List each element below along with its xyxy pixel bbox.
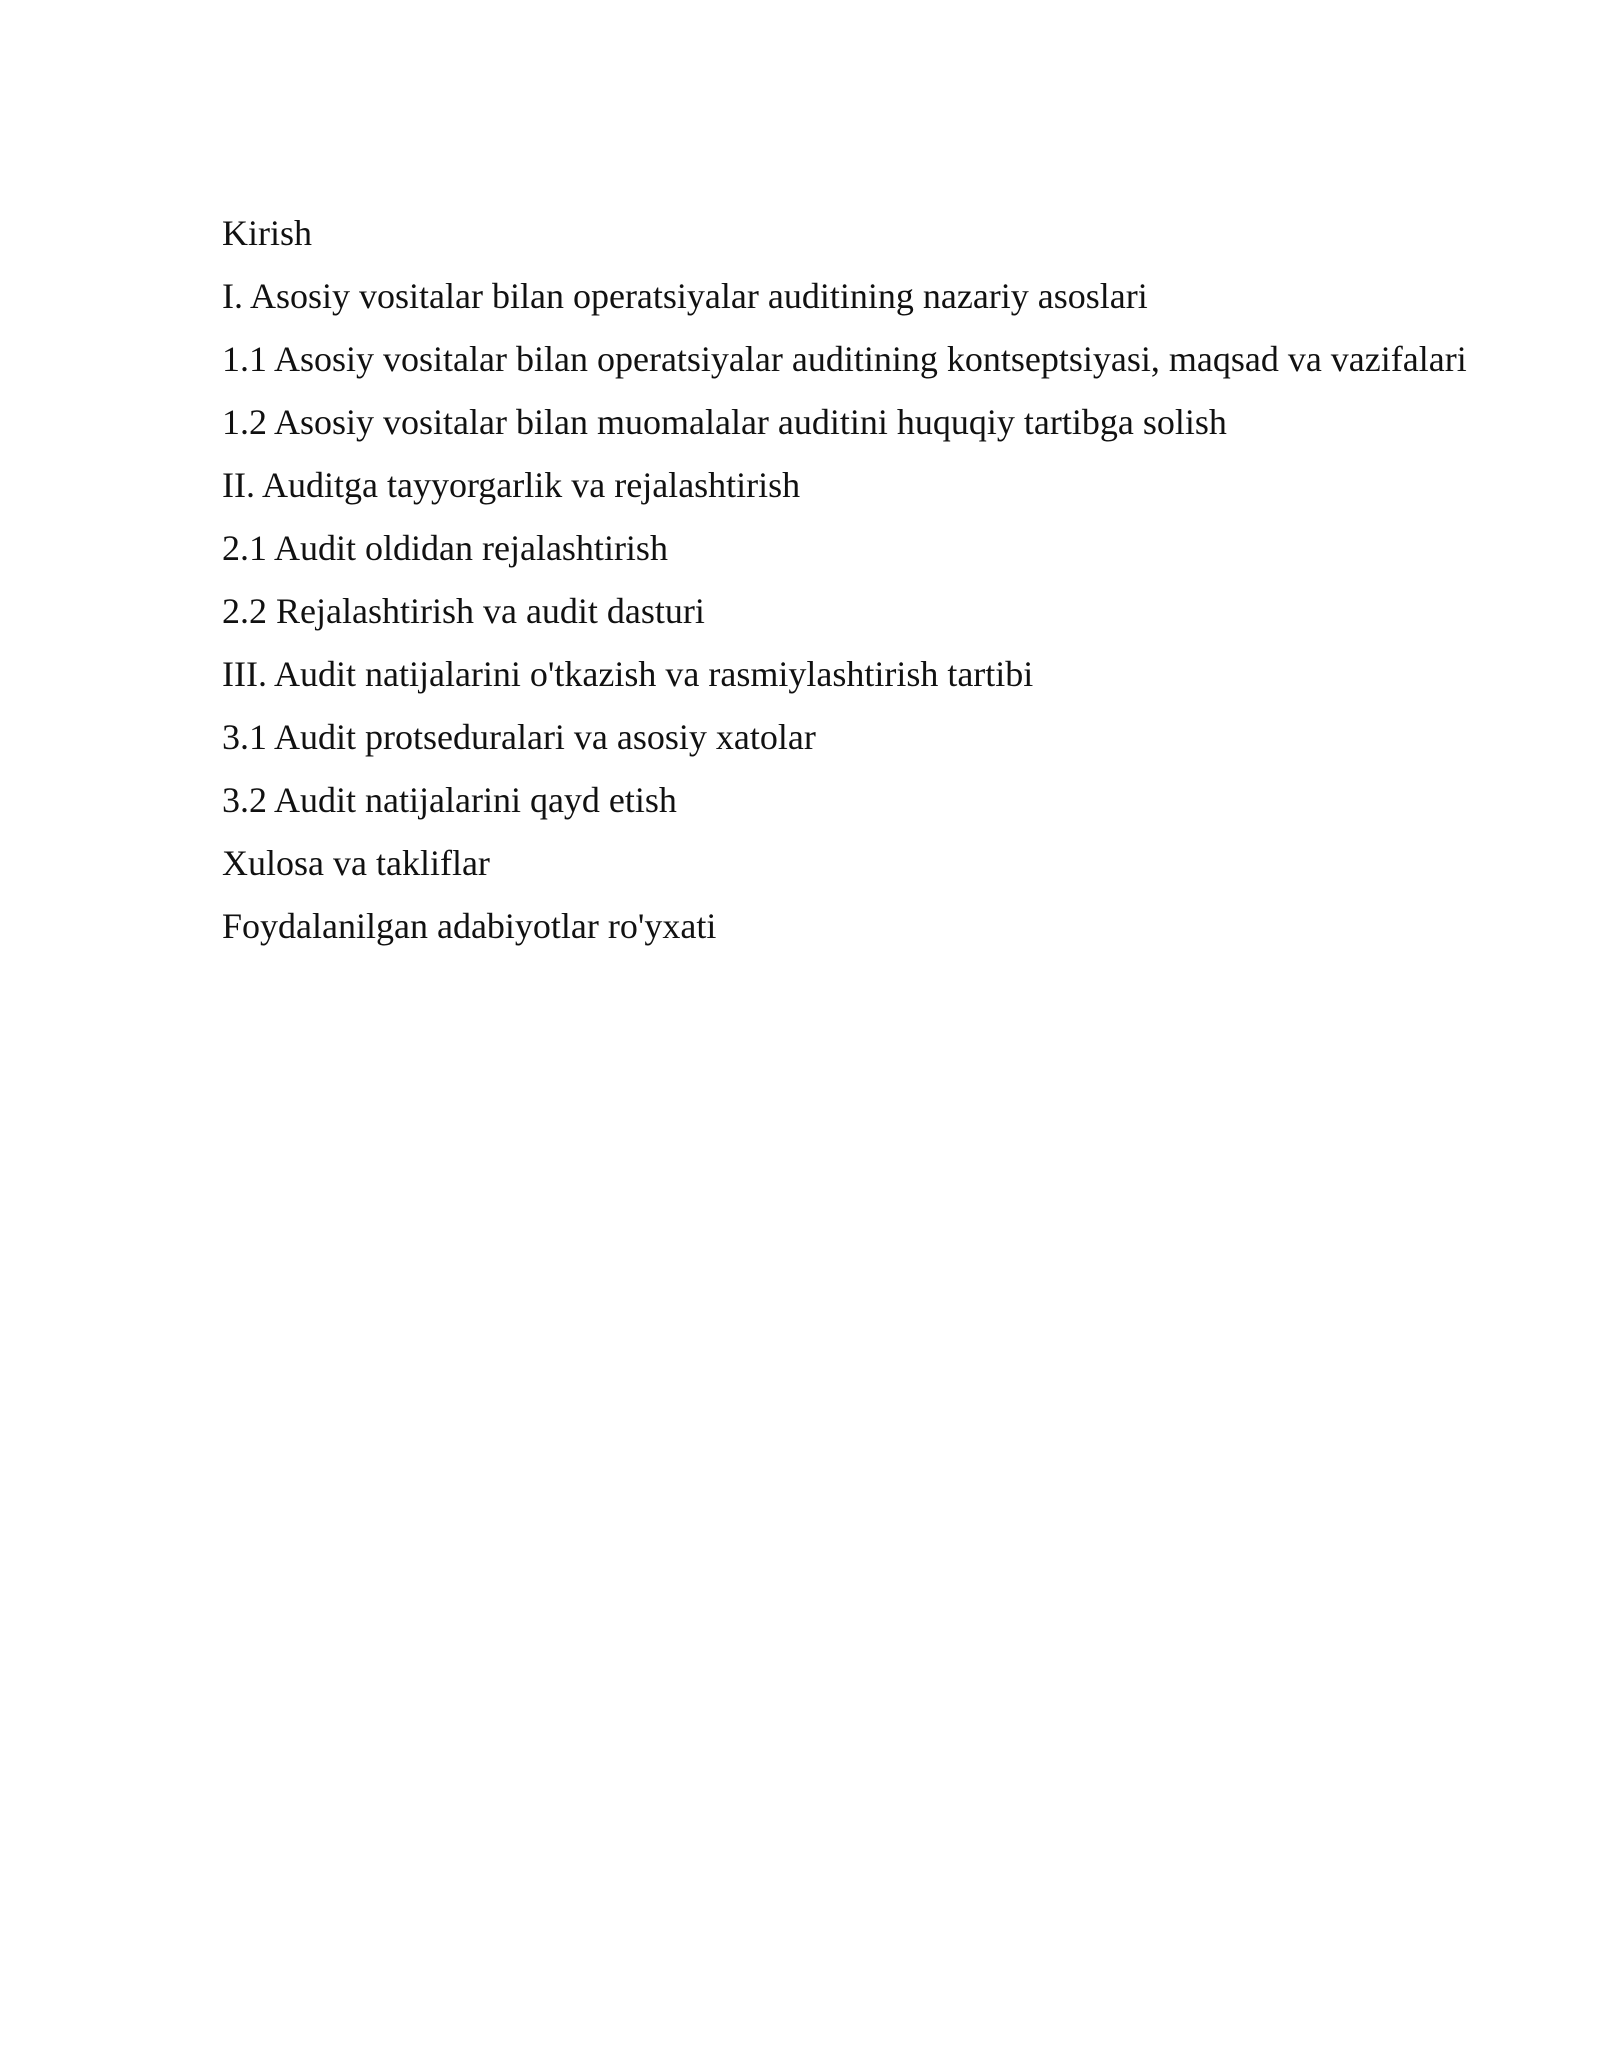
toc-entry-chapter-3: III. Audit natijalarini o'tkazish va rasmiylashtirish tartibi <box>222 654 1034 694</box>
toc-entry-section-1-2: 1.2 Asosiy vositalar bilan muomalalar auditini huquqiy tartibga solish <box>222 402 1227 442</box>
toc-entry-kirish: Kirish <box>222 213 312 253</box>
table-of-contents <box>222 202 1487 958</box>
toc-entry-section-2-2: 2.2 Rejalashtirish va audit dasturi <box>222 591 705 631</box>
toc-entry-references: Foydalanilgan adabiyotlar ro'yxati <box>222 906 717 946</box>
toc-entry-section-2-1: 2.1 Audit oldidan rejalashtirish <box>222 528 668 568</box>
toc-entry-chapter-2: II. Auditga tayyorgarlik va rejalashtirish <box>222 465 801 505</box>
toc-entry-conclusion: Xulosa va takliflar <box>222 843 490 883</box>
toc-entry-section-3-1: 3.1 Audit protseduralari va asosiy xatolar <box>222 717 816 757</box>
toc-entry-chapter-1: I. Asosiy vositalar bilan operatsiyalar auditining nazariy asoslari <box>222 276 1148 316</box>
toc-entry-section-3-2: 3.2 Audit natijalarini qayd etish <box>222 780 677 820</box>
toc-entry-section-1-1: 1.1 Asosiy vositalar bilan operatsiyalar auditining kontseptsiyasi, maqsad va vazifalari <box>222 339 1467 379</box>
